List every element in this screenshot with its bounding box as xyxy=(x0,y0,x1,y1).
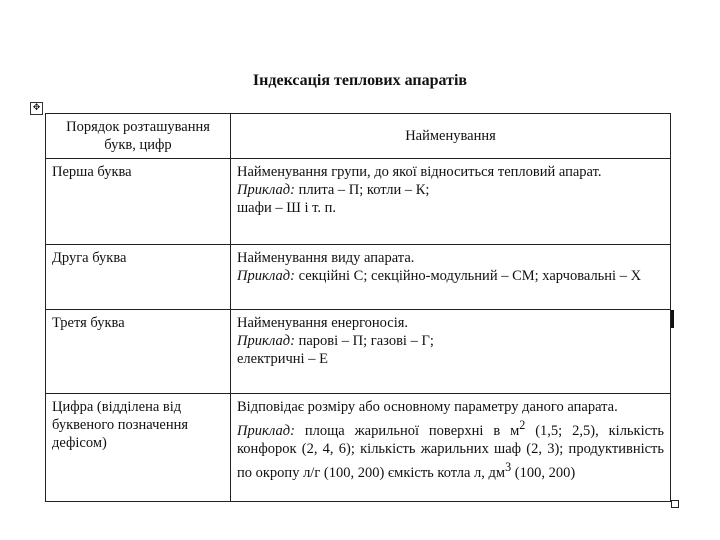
row-description xyxy=(231,310,671,394)
row-extra-text: електричні – Е xyxy=(237,351,328,367)
text-cursor xyxy=(671,310,674,328)
example-text-a: площа жарильної поверхні в м xyxy=(304,422,520,439)
example-text-b: (1,5; 2,5), кількість конфорок (2, 4, 6); кількість жарильних шаф (2, 3); продуктивність по окропу л/г (100, 200) ємкість котла л, дм xyxy=(237,422,664,481)
example-text: парові – П; газові – Г; xyxy=(298,333,434,349)
page-title: Індексація теплових апаратів xyxy=(252,72,468,89)
example-label: Приклад: xyxy=(237,422,295,439)
row-main-text: Найменування виду апарата. xyxy=(237,250,415,266)
row-main-text: Найменування групи, до якої відноситься тепловий апарат. xyxy=(237,164,602,180)
table-header-row xyxy=(46,114,671,159)
example-label: Приклад: xyxy=(237,268,295,284)
row-label: Третя буква xyxy=(46,310,231,394)
table-row xyxy=(46,159,671,245)
example-label: Приклад: xyxy=(237,333,295,349)
table-row xyxy=(46,394,671,502)
table-row xyxy=(46,245,671,310)
row-main-text: Відповідає розміру або основному параметру даного апарата. xyxy=(237,399,618,415)
superscript: 3 xyxy=(505,459,512,474)
row-label: Перша буква xyxy=(46,159,231,245)
header-name: Найменування xyxy=(231,114,671,159)
row-label: Цифра (відділена від буквеного позначення дефісом) xyxy=(46,394,231,502)
row-description xyxy=(231,159,671,245)
row-example xyxy=(237,181,664,199)
row-main-text: Найменування енергоносія. xyxy=(237,315,409,331)
row-example xyxy=(237,416,664,482)
row-description xyxy=(231,394,671,502)
indexing-table xyxy=(45,113,671,502)
example-text-c: (100, 200) xyxy=(511,464,576,481)
table-move-handle-icon[interactable]: ✥ xyxy=(30,102,43,115)
row-example xyxy=(237,332,664,350)
example-text: секційні С; секційно-модульний – СМ; харчовальні – Х xyxy=(298,268,642,284)
table-resize-handle[interactable] xyxy=(671,500,679,508)
superscript: 2 xyxy=(519,418,526,432)
example-text: плита – П; котли – К; xyxy=(298,182,430,198)
example-label: Приклад: xyxy=(237,182,295,198)
row-example xyxy=(237,267,664,285)
row-label: Друга буква xyxy=(46,245,231,310)
row-extra-text: шафи – Ш і т. п. xyxy=(237,200,337,216)
row-description xyxy=(231,245,671,310)
header-order: Порядок розташування букв, цифр xyxy=(46,114,231,159)
table-row xyxy=(46,310,671,394)
